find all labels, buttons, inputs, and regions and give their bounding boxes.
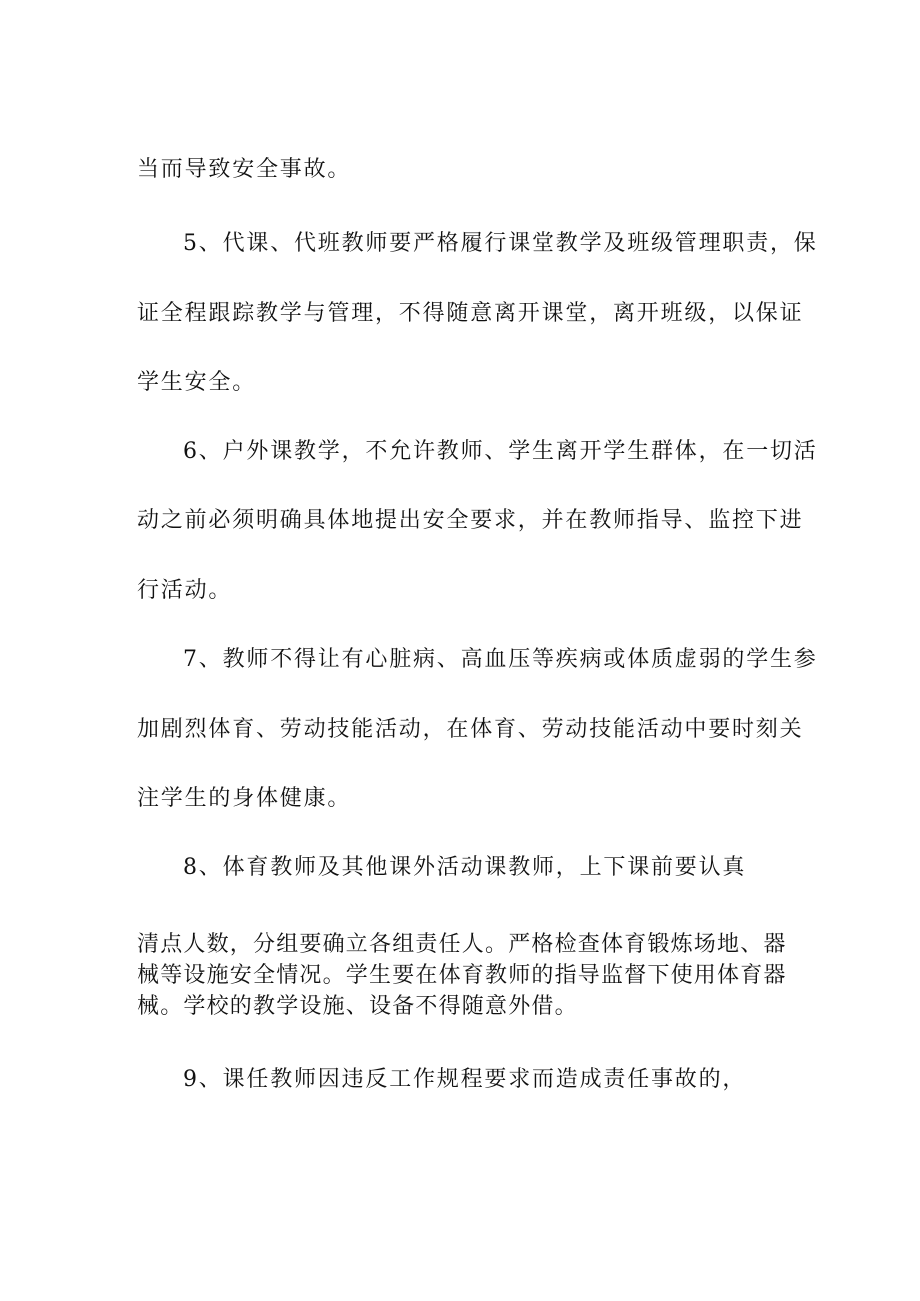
text-line: 加剧烈体育、劳动技能活动，在体育、劳动技能活动中要时刻关 (137, 717, 804, 742)
text-line: 学生安全。 (137, 370, 257, 395)
text-line: 注学生的身体健康。 (137, 786, 352, 811)
text-line: 械。学校的教学设施、设备不得随意外借。 (137, 994, 578, 1019)
text-line: 械等设施安全情况。学生要在体育教师的指导监督下使用体育器 (137, 963, 787, 988)
text-line: 当而导致安全事故。 (137, 157, 352, 182)
text-line: 行活动。 (137, 578, 233, 603)
text-line: 9、课任教师因违反工作规程要求而造成责任事故的， (183, 1067, 747, 1092)
text-line: 5、代课、代班教师要严格履行课堂教学及班级管理职责，保 (183, 231, 818, 256)
text-line: 清点人数，分组要确立各组责任人。严格检查体育锻炼场地、器 (137, 932, 787, 957)
text-line: 动之前必须明确具体地提出安全要求，并在教师指导、监控下进 (137, 508, 804, 533)
text-line: 7、教师不得让有心脏病、高血压等疾病或体质虚弱的学生参 (183, 647, 818, 672)
text-line: 6、户外课教学，不允许教师、学生离开学生群体，在一切活 (183, 439, 818, 464)
text-line: 证全程跟踪教学与管理，不得随意离开课堂，离开班级，以保证 (137, 301, 804, 326)
text-line: 8、体育教师及其他课外活动课教师，上下课前要认真 (183, 855, 747, 880)
